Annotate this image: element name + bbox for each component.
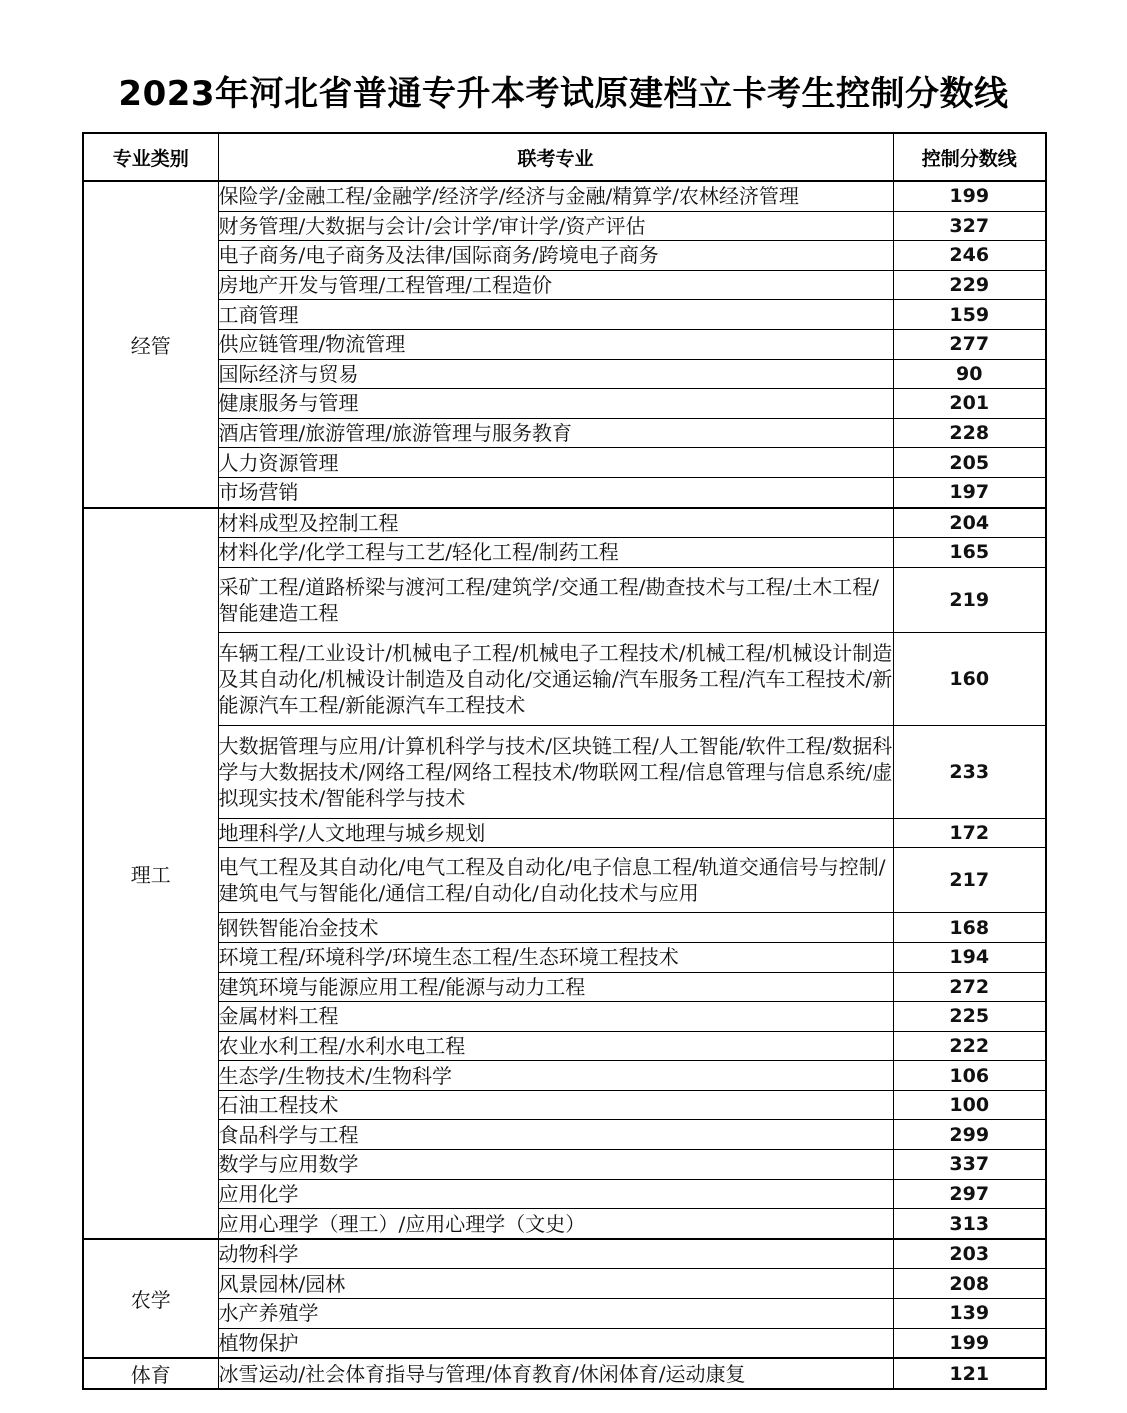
major-cell: 财务管理/大数据与会计/会计学/审计学/资产评估 <box>218 211 893 241</box>
score-cell: 199 <box>893 181 1046 211</box>
major-cell: 大数据管理与应用/计算机科学与技术/区块链工程/人工智能/软件工程/数据科学与大数据技术/网络工程/网络工程技术/物联网工程/信息管理与信息系统/虚拟现实技术/智能科学与技术 <box>218 725 893 818</box>
score-cell: 121 <box>893 1358 1046 1389</box>
table-row <box>83 725 1046 818</box>
table-row <box>83 211 1046 241</box>
score-cell: 229 <box>893 270 1046 300</box>
score-cell: 201 <box>893 389 1046 419</box>
table-row <box>83 359 1046 389</box>
major-cell: 地理科学/人文地理与城乡规划 <box>218 818 893 848</box>
header-score: 控制分数线 <box>893 133 1046 181</box>
table-row <box>83 241 1046 271</box>
table-row <box>83 389 1046 419</box>
score-cell: 222 <box>893 1031 1046 1061</box>
score-cell: 90 <box>893 359 1046 389</box>
score-cell: 139 <box>893 1299 1046 1329</box>
table-row <box>83 1061 1046 1091</box>
score-cell: 208 <box>893 1269 1046 1299</box>
table-row <box>83 818 1046 848</box>
table-row <box>83 1328 1046 1358</box>
category-cell: 经管 <box>83 181 218 508</box>
major-cell: 材料化学/化学工程与工艺/轻化工程/制药工程 <box>218 538 893 568</box>
major-cell: 供应链管理/物流管理 <box>218 329 893 359</box>
score-cell: 159 <box>893 300 1046 330</box>
table-row <box>83 418 1046 448</box>
table-row <box>83 538 1046 568</box>
table-row <box>83 1239 1046 1269</box>
table-row <box>83 913 1046 943</box>
major-cell: 环境工程/环境科学/环境生态工程/生态环境工程技术 <box>218 942 893 972</box>
major-cell: 保险学/金融工程/金融学/经济学/经济与金融/精算学/农林经济管理 <box>218 181 893 211</box>
table-row <box>83 567 1046 632</box>
table-header-row <box>83 133 1046 181</box>
major-cell: 建筑环境与能源应用工程/能源与动力工程 <box>218 972 893 1002</box>
table-row <box>83 448 1046 478</box>
score-cell: 194 <box>893 942 1046 972</box>
category-cell: 农学 <box>83 1239 218 1358</box>
major-cell: 采矿工程/道路桥梁与渡河工程/建筑学/交通工程/勘查技术与工程/土木工程/智能建造工程 <box>218 567 893 632</box>
score-cell: 217 <box>893 848 1046 913</box>
table-row <box>83 477 1046 507</box>
table-row <box>83 942 1046 972</box>
score-cell: 160 <box>893 632 1046 725</box>
major-cell: 应用心理学（理工）/应用心理学（文史） <box>218 1209 893 1239</box>
table-row <box>83 1120 1046 1150</box>
major-cell: 应用化学 <box>218 1179 893 1209</box>
major-cell: 石油工程技术 <box>218 1090 893 1120</box>
table-row <box>83 508 1046 538</box>
major-cell: 水产养殖学 <box>218 1299 893 1329</box>
major-cell: 材料成型及控制工程 <box>218 508 893 538</box>
table-row <box>83 300 1046 330</box>
score-cell: 246 <box>893 241 1046 271</box>
table-row <box>83 1031 1046 1061</box>
score-cell: 205 <box>893 448 1046 478</box>
score-cell: 168 <box>893 913 1046 943</box>
table-row <box>83 632 1046 725</box>
category-cell: 理工 <box>83 508 218 1239</box>
table-row <box>83 1299 1046 1329</box>
major-cell: 健康服务与管理 <box>218 389 893 419</box>
major-cell: 钢铁智能冶金技术 <box>218 913 893 943</box>
table-row <box>83 1358 1046 1389</box>
major-cell: 国际经济与贸易 <box>218 359 893 389</box>
major-cell: 电气工程及其自动化/电气工程及自动化/电子信息工程/轨道交通信号与控制/建筑电气与智能化/通信工程/自动化/自动化技术与应用 <box>218 848 893 913</box>
score-table <box>82 132 1047 1390</box>
score-cell: 106 <box>893 1061 1046 1091</box>
score-cell: 219 <box>893 567 1046 632</box>
table-row <box>83 1150 1046 1180</box>
score-cell: 277 <box>893 329 1046 359</box>
score-cell: 165 <box>893 538 1046 568</box>
table-row <box>83 848 1046 913</box>
table-row <box>83 1269 1046 1299</box>
table-row <box>83 1002 1046 1032</box>
score-cell: 204 <box>893 508 1046 538</box>
category-cell: 体育 <box>83 1358 218 1389</box>
table-row <box>83 270 1046 300</box>
major-cell: 数学与应用数学 <box>218 1150 893 1180</box>
major-cell: 酒店管理/旅游管理/旅游管理与服务教育 <box>218 418 893 448</box>
score-cell: 337 <box>893 1150 1046 1180</box>
table-row <box>83 1209 1046 1239</box>
major-cell: 金属材料工程 <box>218 1002 893 1032</box>
major-cell: 车辆工程/工业设计/机械电子工程/机械电子工程技术/机械工程/机械设计制造及其自动化/机械设计制造及自动化/交通运输/汽车服务工程/汽车工程技术/新能源汽车工程/新能源汽车工程技术 <box>218 632 893 725</box>
score-cell: 203 <box>893 1239 1046 1269</box>
major-cell: 市场营销 <box>218 477 893 507</box>
header-major: 联考专业 <box>218 133 893 181</box>
major-cell: 农业水利工程/水利水电工程 <box>218 1031 893 1061</box>
table-row <box>83 181 1046 211</box>
major-cell: 生态学/生物技术/生物科学 <box>218 1061 893 1091</box>
score-cell: 233 <box>893 725 1046 818</box>
score-cell: 299 <box>893 1120 1046 1150</box>
table-row <box>83 1090 1046 1120</box>
page-title: 2023年河北省普通专升本考试原建档立卡考生控制分数线 <box>118 74 1009 114</box>
major-cell: 冰雪运动/社会体育指导与管理/体育教育/休闲体育/运动康复 <box>218 1358 893 1389</box>
table-row <box>83 1179 1046 1209</box>
score-cell: 313 <box>893 1209 1046 1239</box>
major-cell: 植物保护 <box>218 1328 893 1358</box>
major-cell: 房地产开发与管理/工程管理/工程造价 <box>218 270 893 300</box>
header-category: 专业类别 <box>83 133 218 181</box>
major-cell: 电子商务/电子商务及法律/国际商务/跨境电子商务 <box>218 241 893 271</box>
major-cell: 食品科学与工程 <box>218 1120 893 1150</box>
score-cell: 297 <box>893 1179 1046 1209</box>
table-body <box>83 181 1046 1389</box>
table-row <box>83 972 1046 1002</box>
score-cell: 172 <box>893 818 1046 848</box>
score-cell: 225 <box>893 1002 1046 1032</box>
score-cell: 199 <box>893 1328 1046 1358</box>
major-cell: 风景园林/园林 <box>218 1269 893 1299</box>
major-cell: 动物科学 <box>218 1239 893 1269</box>
score-cell: 327 <box>893 211 1046 241</box>
score-cell: 197 <box>893 477 1046 507</box>
major-cell: 人力资源管理 <box>218 448 893 478</box>
major-cell: 工商管理 <box>218 300 893 330</box>
score-cell: 228 <box>893 418 1046 448</box>
score-cell: 100 <box>893 1090 1046 1120</box>
table-row <box>83 329 1046 359</box>
score-cell: 272 <box>893 972 1046 1002</box>
